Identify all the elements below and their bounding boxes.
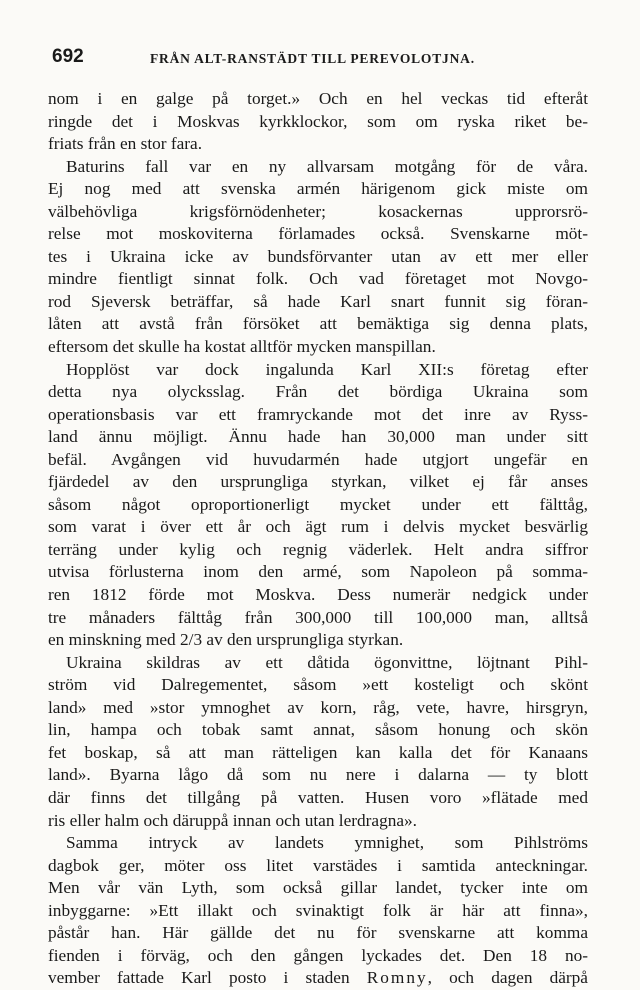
text-line: friats från en stor fara. (48, 134, 203, 154)
page-number: 692 (52, 46, 84, 67)
text-line: tes i Ukraina icke av bundsförvanter utan av ett mer eller (48, 246, 588, 266)
text-line: lin, hampa och tobak samt annat, såsom honung och skön (48, 720, 588, 740)
text-line: tre månaders fälttåg från 300,000 till 100,000 man, alltså (48, 607, 588, 627)
text-line: såsom något oproportionerligt mycket under ett fälttåg, (48, 494, 588, 514)
text-segment: vember fattade Karl posto i staden (48, 968, 350, 988)
text-line: fjärdedel av den ursprungliga styrkan, vilket ej får anses (48, 472, 588, 492)
text-line: operationsbasis var ett framryckande mot det inre av Ryss- (48, 404, 588, 424)
text-line: befäl. Avgången vid huvudarmén hade utgjort ungefär en (48, 449, 588, 469)
text-line: land» med »stor ymnoghet av korn, råg, vete, havre, hirsgryn, (48, 697, 588, 717)
text-segment: , och dagen därpå (427, 968, 588, 988)
text-line: en minskning med 2/3 av den ursprungliga styrkan. (48, 630, 404, 650)
text-line: där finns det tillgång på vatten. Husen voro »flätade med (48, 787, 588, 807)
text-line: Hopplöst var dock ingalunda Karl XII:s företag efter (66, 359, 588, 379)
text-line: ris eller halm och däruppå innan och utan lerdragna». (48, 810, 418, 830)
body-text (48, 88, 588, 990)
text-line: nom i en galge på torget.» Och en hel veckas tid efteråt (48, 89, 588, 108)
text-line: dagbok ger, möter oss litet varstädes i samtida anteckningar. (48, 855, 588, 875)
text-line: ren 1812 förde mot Moskva. Dess numerär nedgick under (48, 585, 588, 605)
text-line: Samma intryck av landets ymnighet, som Pihlströms (66, 833, 588, 853)
text-line: detta nya olycksslag. Från det bördiga Ukraina som (48, 382, 588, 402)
page-header (52, 46, 587, 72)
text-line: land». Byarna lågo då som nu nere i dalarna — ty blott (48, 765, 588, 785)
text-line: fienden i förväg, och den gången lyckades det. Den 18 no- (48, 945, 588, 965)
text-line: välbehövliga krigsförnödenheter; kosackernas upprorsrö- (48, 201, 588, 221)
text-line: fet boskap, så att man rätteligen kan kalla det för Kanaans (48, 742, 588, 762)
text-line: som varat i över ett år och ägt rum i delvis mycket besvärlig (48, 517, 588, 537)
text-line: rod Sjeversk beträffar, så hade Karl snart funnit sig föran- (48, 291, 588, 311)
text-line: inbyggarne: »Ett illakt och svinaktigt folk är här att finna», (48, 900, 588, 920)
text-line: Ej nog med att svenska armén härigenom gick miste om (48, 179, 588, 199)
text-line: Ukraina skildras av ett dåtida ögonvittne, löjtnant Pihl- (66, 652, 588, 672)
place-name-romny: Romny (366, 968, 428, 988)
running-head: FRÅN ALT-RANSTÄDT TILL PEREVOLOTJNA. (150, 51, 475, 66)
text-line: relse mot moskoviterna förlamades också. Svenskarne möt- (48, 224, 588, 244)
text-line: Baturins fall var en ny allvarsam motgång för de våra. (66, 156, 588, 176)
text-line: terräng under kylig och regnig väderlek. Helt andra siffror (48, 539, 588, 559)
text-line: Men vår vän Lyth, som också gillar landet, tycker inte om (48, 878, 588, 898)
text-line: låten att avstå från försöket att bemäktiga sig denna plats, (48, 314, 588, 334)
text-line: ringde det i Moskvas kyrkklockor, som om ryska riket be- (48, 111, 588, 131)
text-line: land ännu möjligt. Ännu hade han 30,000 man under sitt (48, 427, 588, 447)
text-line: mindre fientligt sinnat folk. Och vad företaget mot Novgo- (48, 269, 588, 289)
text-line: utvisa förlusterna inom den armé, som Napoleon på somma- (48, 562, 588, 582)
text-line: eftersom det skulle ha kostat alltför mycken manspillan. (48, 337, 436, 357)
text-line: påstår han. Här gällde det nu för svenskarne att komma (48, 923, 588, 943)
text-line (48, 967, 588, 990)
text-line: ström vid Dalregementet, såsom »ett kosteligt och skönt (48, 675, 588, 695)
